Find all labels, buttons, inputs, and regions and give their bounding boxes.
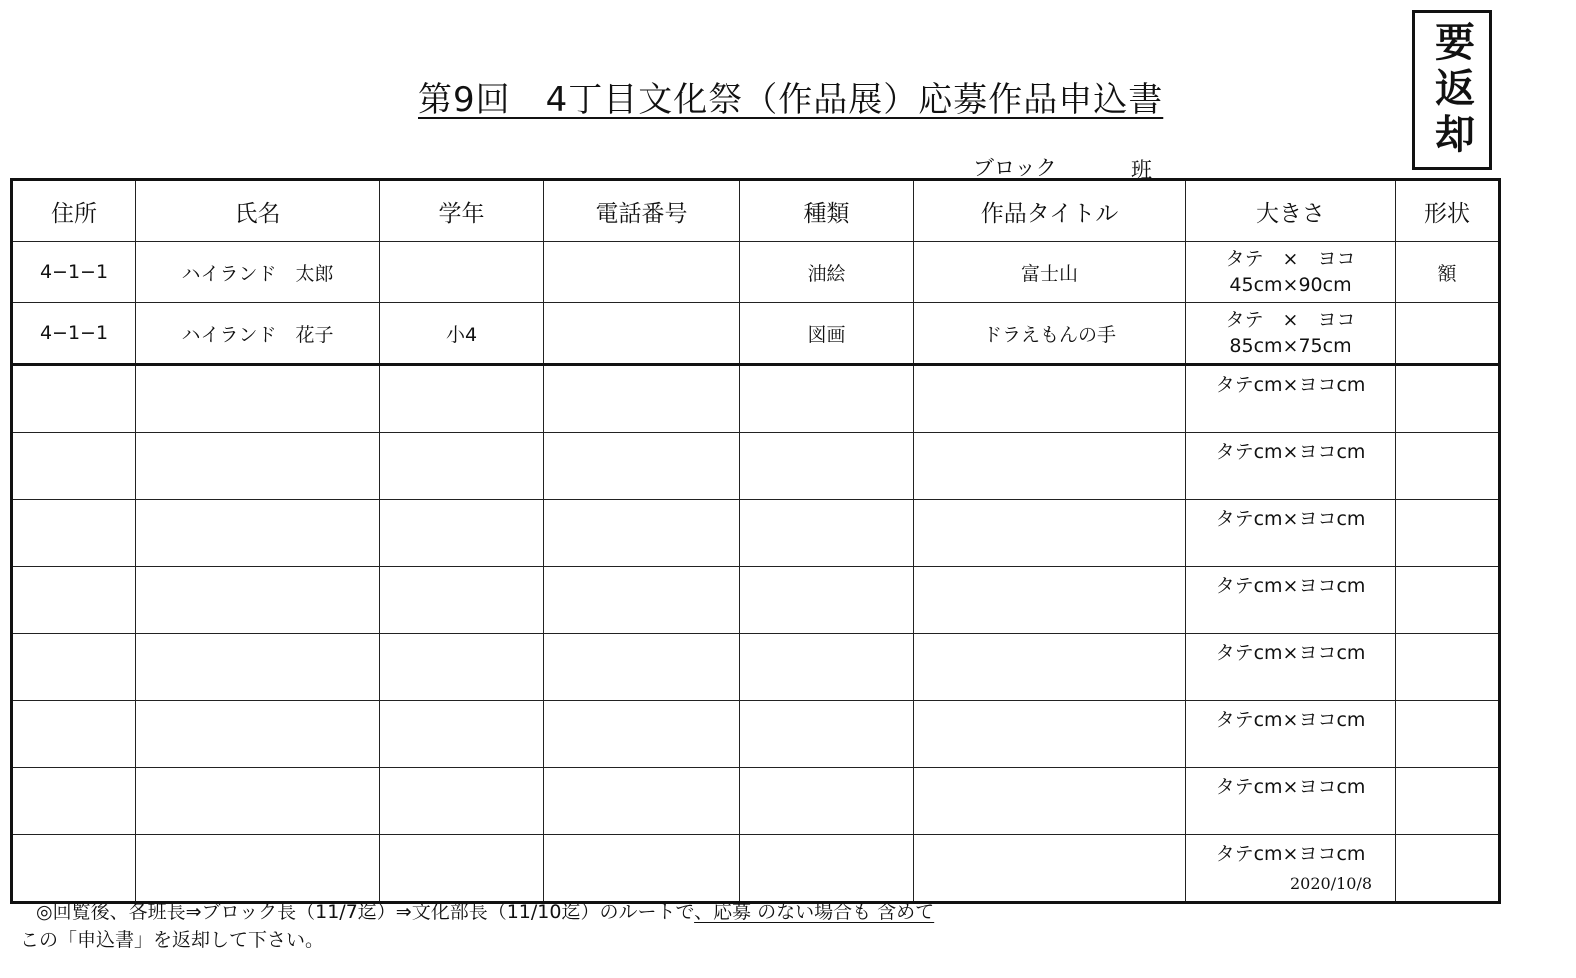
form-date: 2020/10/8 (1290, 874, 1373, 893)
stamp-text: 要返却 (1428, 21, 1475, 159)
cell-work-title[interactable] (914, 835, 1186, 903)
cell-size[interactable]: タテcm×ヨコcm (1186, 768, 1396, 835)
cell-address[interactable] (12, 567, 136, 634)
cell-work-title[interactable] (914, 701, 1186, 768)
cell-phone[interactable] (544, 303, 740, 365)
cell-phone[interactable] (544, 500, 740, 567)
cell-phone[interactable] (544, 433, 740, 500)
cell-address[interactable] (12, 768, 136, 835)
col-header-work-title: 作品タイトル (914, 180, 1186, 242)
cell-name[interactable] (136, 634, 380, 701)
cell-shape[interactable]: 額 (1396, 242, 1500, 303)
note-underlined-text: 、応募 のない場合も 含めて (694, 901, 935, 923)
cell-grade[interactable] (380, 768, 544, 835)
cell-size[interactable]: タテcm×ヨコcm (1186, 365, 1396, 433)
cell-work-title[interactable] (914, 365, 1186, 433)
cell-name[interactable] (136, 567, 380, 634)
col-header-grade: 学年 (380, 180, 544, 242)
cell-size[interactable]: タテcm×ヨコcm (1186, 567, 1396, 634)
cell-shape[interactable] (1396, 768, 1500, 835)
table-row-blank (12, 567, 1500, 634)
cell-shape[interactable] (1396, 634, 1500, 701)
table-row (12, 242, 1500, 303)
han-label: 班 (1131, 158, 1152, 182)
note-return-text: この「申込書」を返却して下さい。 (20, 929, 325, 951)
form-title: 第9回 4丁目文化祭（作品展）応募作品申込書 (418, 80, 1164, 120)
cell-type[interactable] (740, 567, 914, 634)
size-line1: タテ × ヨコ (1225, 309, 1356, 331)
cell-size[interactable]: タテcm×ヨコcm (1186, 500, 1396, 567)
cell-size[interactable]: タテcm×ヨコcm (1186, 835, 1396, 903)
cell-grade[interactable] (380, 433, 544, 500)
cell-address[interactable] (12, 701, 136, 768)
cell-address[interactable] (12, 500, 136, 567)
cell-shape[interactable] (1396, 365, 1500, 433)
cell-work-title[interactable]: 富士山 (914, 242, 1186, 303)
cell-address[interactable] (12, 634, 136, 701)
cell-grade[interactable]: 小4 (380, 303, 544, 365)
cell-name[interactable] (136, 433, 380, 500)
cell-phone[interactable] (544, 567, 740, 634)
size-line2: 85cm×75cm (1229, 335, 1352, 357)
cell-name[interactable] (136, 768, 380, 835)
cell-type[interactable] (740, 365, 914, 433)
col-header-type: 種類 (740, 180, 914, 242)
cell-address[interactable]: 4−1−1 (12, 242, 136, 303)
cell-work-title[interactable] (914, 500, 1186, 567)
table-row-blank (12, 365, 1500, 433)
cell-type[interactable]: 図画 (740, 303, 914, 365)
table-row-blank (12, 835, 1500, 903)
return-required-stamp (1412, 10, 1492, 170)
cell-phone[interactable] (544, 701, 740, 768)
cell-address[interactable] (12, 365, 136, 433)
cell-address[interactable]: 4−1−1 (12, 303, 136, 365)
cell-grade[interactable] (380, 500, 544, 567)
cell-name[interactable] (136, 835, 380, 903)
cell-size[interactable]: タテcm×ヨコcm (1186, 433, 1396, 500)
cell-work-title[interactable] (914, 433, 1186, 500)
col-header-address: 住所 (12, 180, 136, 242)
cell-phone[interactable] (544, 242, 740, 303)
table-row-blank (12, 634, 1500, 701)
block-han-field[interactable] (918, 152, 1163, 180)
cell-grade[interactable] (380, 634, 544, 701)
col-header-shape: 形状 (1396, 180, 1500, 242)
cell-type[interactable] (740, 701, 914, 768)
cell-address[interactable] (12, 433, 136, 500)
col-header-phone: 電話番号 (544, 180, 740, 242)
instruction-note (20, 898, 934, 954)
cell-type[interactable] (740, 835, 914, 903)
cell-name[interactable]: ハイランド 花子 (136, 303, 380, 365)
col-header-size: 大きさ (1186, 180, 1396, 242)
cell-phone[interactable] (544, 634, 740, 701)
cell-name[interactable] (136, 701, 380, 768)
cell-grade[interactable] (380, 835, 544, 903)
cell-shape[interactable] (1396, 500, 1500, 567)
size-line2: 45cm×90cm (1229, 274, 1352, 296)
table-row (12, 303, 1500, 365)
cell-phone[interactable] (544, 835, 740, 903)
cell-work-title[interactable]: ドラえもんの手 (914, 303, 1186, 365)
header-row (12, 180, 1500, 242)
table-row-blank (12, 768, 1500, 835)
cell-phone[interactable] (544, 365, 740, 433)
cell-size[interactable] (1186, 242, 1396, 303)
cell-grade[interactable] (380, 567, 544, 634)
application-table (10, 178, 1501, 904)
cell-address[interactable] (12, 835, 136, 903)
cell-grade[interactable] (380, 365, 544, 433)
cell-grade[interactable] (380, 701, 544, 768)
cell-work-title[interactable] (914, 768, 1186, 835)
cell-type[interactable] (740, 768, 914, 835)
cell-grade[interactable] (380, 242, 544, 303)
size-line1: タテ × ヨコ (1225, 248, 1356, 270)
cell-work-title[interactable] (914, 567, 1186, 634)
cell-shape[interactable] (1396, 701, 1500, 768)
cell-type[interactable] (740, 433, 914, 500)
col-header-name: 氏名 (136, 180, 380, 242)
cell-type[interactable]: 油絵 (740, 242, 914, 303)
cell-shape[interactable] (1396, 567, 1500, 634)
cell-size[interactable]: タテcm×ヨコcm (1186, 701, 1396, 768)
cell-shape[interactable] (1396, 303, 1500, 365)
cell-phone[interactable] (544, 768, 740, 835)
table-row-blank (12, 701, 1500, 768)
cell-work-title[interactable] (914, 634, 1186, 701)
block-label: ブロック (973, 156, 1057, 180)
cell-size[interactable] (1186, 303, 1396, 365)
note-route-text: ◎回覧後、各班長⇒ブロック長（11/7迄）⇒文化部長（11/10迄）のルートで (36, 901, 695, 923)
table-row-blank (12, 433, 1500, 500)
table-row-blank (12, 500, 1500, 567)
cell-shape[interactable] (1396, 433, 1500, 500)
cell-name[interactable]: ハイランド 太郎 (136, 242, 380, 303)
cell-shape[interactable] (1396, 835, 1500, 903)
cell-type[interactable] (740, 500, 914, 567)
cell-type[interactable] (740, 634, 914, 701)
cell-name[interactable] (136, 365, 380, 433)
cell-name[interactable] (136, 500, 380, 567)
cell-size[interactable]: タテcm×ヨコcm (1186, 634, 1396, 701)
